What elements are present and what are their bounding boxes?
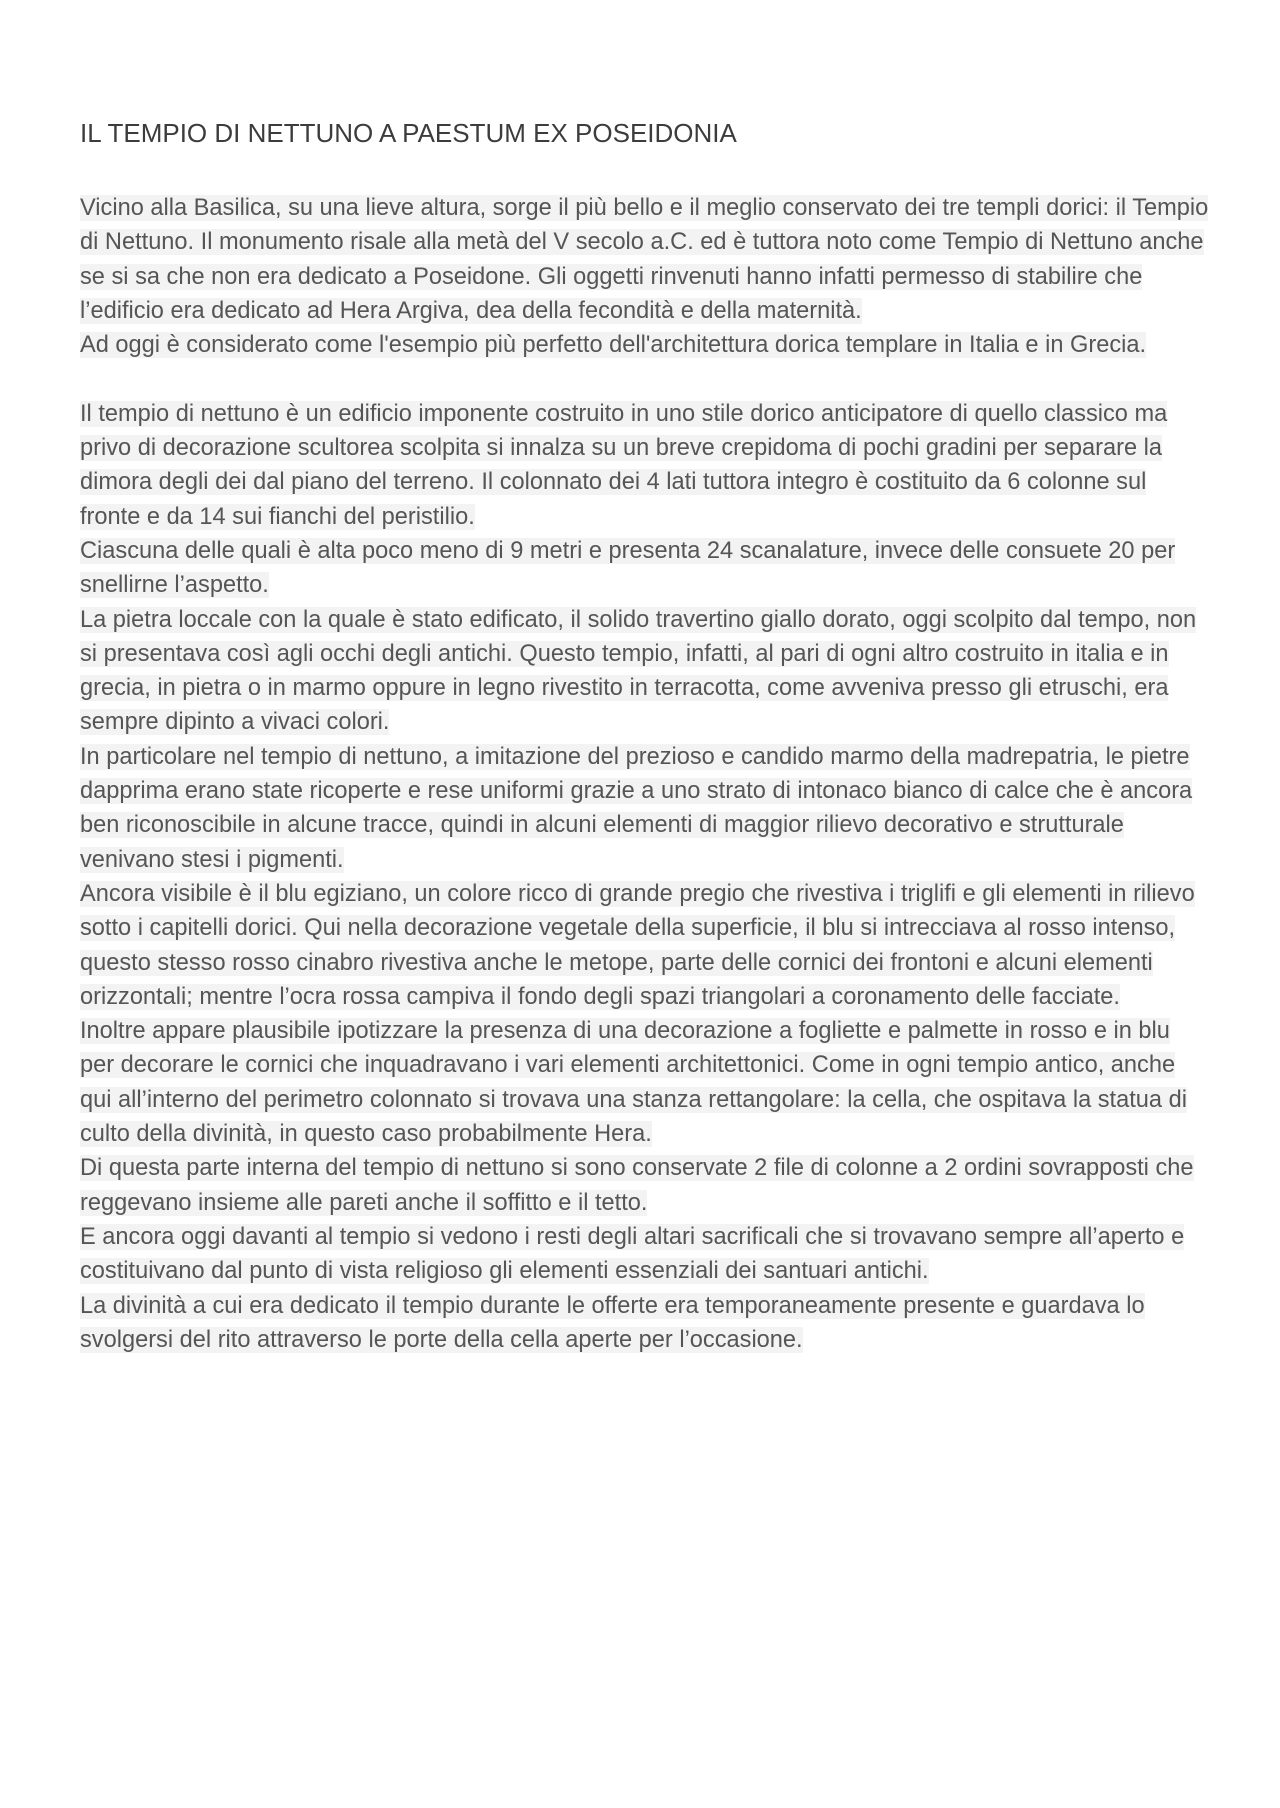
paragraph — [80, 740, 1210, 877]
paragraph — [80, 1289, 1210, 1358]
paragraph — [80, 534, 1210, 603]
paragraph-text: Ciascuna delle quali è alta poco meno di 9 metri e presenta 24 scanalature, invece delle consuete 20 per snellirne l’aspetto. — [80, 537, 1176, 599]
paragraph-text: Il tempio di nettuno è un edificio imponente costruito in uno stile dorico anticipatore di quello classico ma privo di decorazione scultorea scolpita si innalza su un breve crepidoma di pochi gradini per separare la dimora degli dei dal piano del terreno. Il colonnato dei 4 lati tuttora integro è costituito da 6 colonne sul fronte e da 14 sui fianchi del peristilio. — [80, 400, 1168, 530]
paragraph-text: E ancora oggi davanti al tempio si vedono i resti degli altari sacrificali che si trovavano sempre all’aperto e costituivano dal punto di vista religioso gli elementi essenziali dei santuari antichi. — [80, 1223, 1185, 1285]
paragraph-text: La pietra loccale con la quale è stato edificato, il solido travertino giallo dorato, oggi scolpito dal tempo, non si presentava così agli occhi degli antichi. Questo tempio, infatti, al pari di ogni altro costruito in italia e in grecia, in pietra o in marmo oppure in legno rivestito in terracotta, come avveniva presso gli etruschi, era sempre dipinto a vivaci colori. — [80, 606, 1197, 736]
paragraph — [80, 1014, 1210, 1151]
paragraph-text: La divinità a cui era dedicato il tempio durante le offerte era temporaneamente presente e guardava lo svolgersi del rito attraverso le porte della cella aperte per l’occasione. — [80, 1292, 1145, 1353]
paragraph — [80, 1151, 1210, 1220]
document-body — [80, 191, 1210, 1357]
paragraph-text: Ad oggi è considerato come l'esempio più perfetto dell'architettura dorica templare in Italia e in Grecia. — [80, 332, 1147, 359]
paragraph — [80, 603, 1210, 740]
paragraph-text: Di questa parte interna del tempio di nettuno si sono conservate 2 file di colonne a 2 ordini sovrapposti che reggevano insieme alle pareti anche il soffitto e il tetto. — [80, 1155, 1194, 1216]
paragraph — [80, 877, 1210, 1014]
paragraph-spacer — [80, 362, 1210, 396]
paragraph-text: Inoltre appare plausibile ipotizzare la presenza di una decorazione a fogliette e palmette in rosso e in blu per decorare le cornici che inquadravano i vari elementi architettonici. Come in ogni tempio antico, anche qui all’interno del perimetro colonnato si trovava una stanza rettangolare: la cella, che ospitava la statua di culto della divinità, in questo caso probabilmente Hera. — [80, 1018, 1187, 1148]
paragraph-text: Vicino alla Basilica, su una lieve altura, sorge il più bello e il meglio conservato dei tre templi dorici: il Tempio di Nettuno. Il monumento risale alla metà del V secolo a.C. ed è tuttora noto come Tempio di Nettuno anche se si sa che non era dedicato a Poseidone. Gli oggetti rinvenuti hanno infatti permesso di stabilire che l’edificio era dedicato ad Hera Argiva, dea della fecondità e della maternità. — [80, 195, 1209, 324]
paragraph-text: In particolare nel tempio di nettuno, a imitazione del prezioso e candido marmo della madrepatria, le pietre dapprima erano state ricoperte e rese uniformi grazie a uno strato di intonaco bianco di calce che è ancora ben riconoscibile in alcune tracce, quindi in alcuni elementi di maggior rilievo decorativo e strutturale venivano stesi i pigmenti. — [80, 743, 1193, 873]
paragraph — [80, 191, 1210, 328]
paragraph — [80, 328, 1210, 362]
document-title: IL TEMPIO DI NETTUNO A PAESTUM EX POSEIDONIA — [80, 118, 737, 148]
paragraph — [80, 397, 1210, 534]
paragraph-text: Ancora visibile è il blu egiziano, un colore ricco di grande pregio che rivestiva i triglifi e gli elementi in rilievo sotto i capitelli dorici. Qui nella decorazione vegetale della superficie, il blu si intrecciava al rosso intenso, questo stesso rosso cinabro rivestiva anche le metope, parte delle cornici dei frontoni e alcuni elementi orizzontali; mentre l’ocra rossa campiva il fondo degli spazi triangolari a coronamento delle facciate. — [80, 880, 1195, 1010]
paragraph — [80, 1220, 1210, 1289]
